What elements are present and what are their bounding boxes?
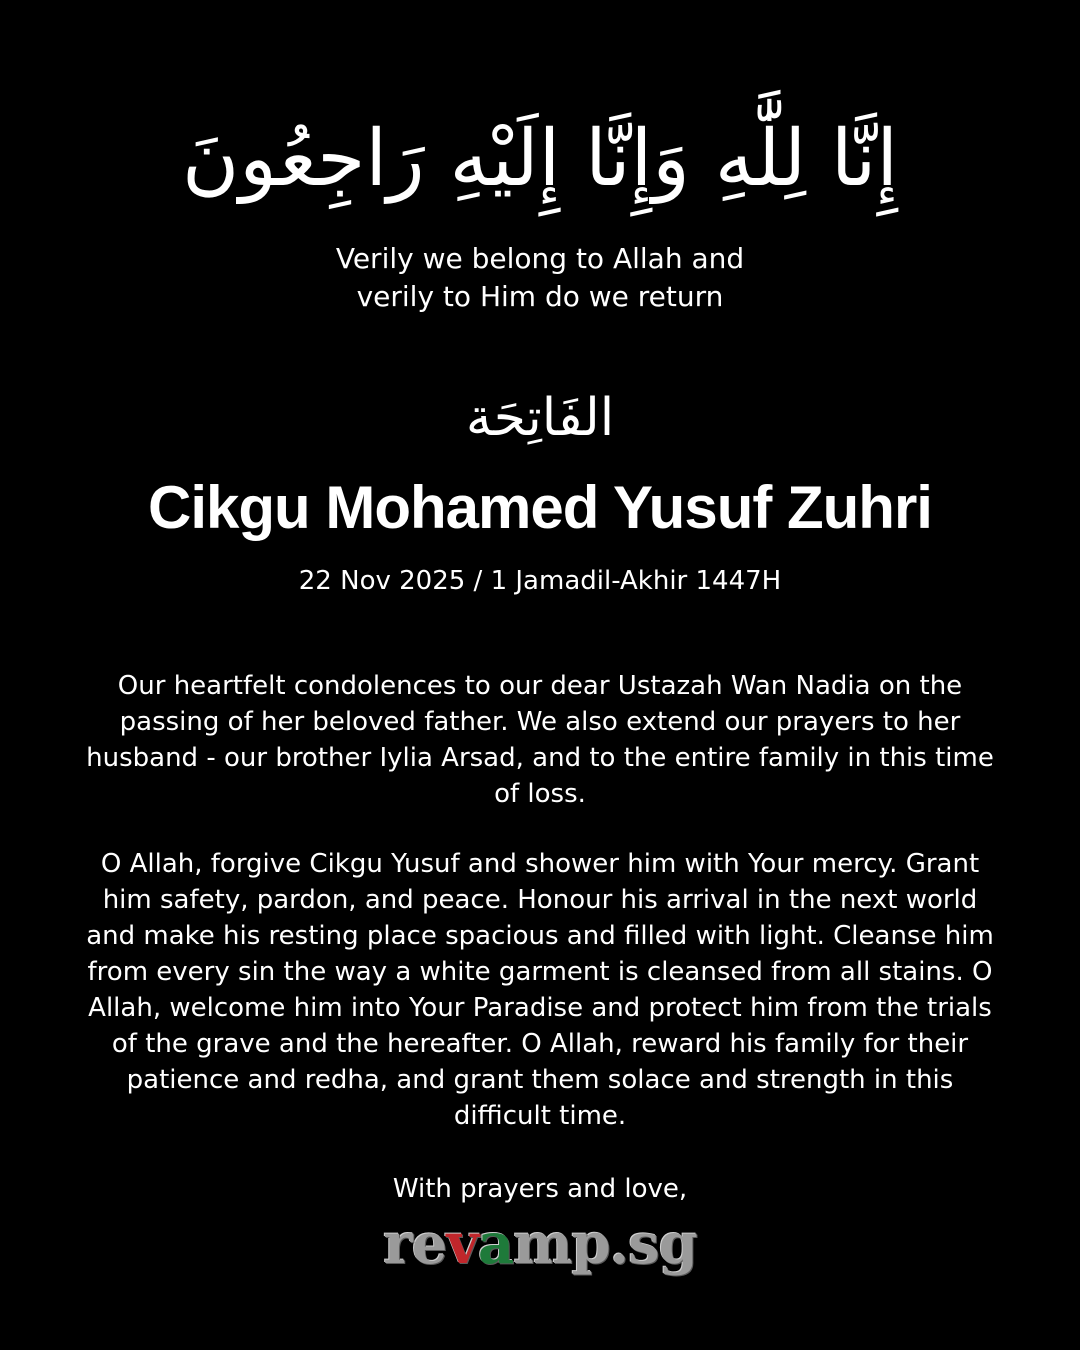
revamp-logo-wordmark — [383, 1211, 697, 1277]
prayer-paragraph: O Allah, forgive Cikgu Yusuf and shower him with Your mercy. Grant him safety, pardon, and peace. Honour his arrival in the next world and make his resting place spacious and filled with light. Cleanse him from every sin the way a white garment is cleansed from all stains. O Allah, welcome him into Your Paradise and protect him from the trials of the grave and the hereafter. O Allah, reward his family for their patience and redha, and grant them solace and strength in this difficult time. — [86, 849, 994, 1131]
logo-part-v: v — [446, 1211, 478, 1277]
signoff-text: With prayers and love, — [392, 1174, 688, 1204]
arabic-calligraphy-heading: إِنَّا لِلَّٰهِ وَإِنَّا إِلَيْهِ رَاجِعُونَ — [181, 114, 899, 204]
translation-line-2: verily to Him do we return — [356, 280, 724, 313]
logo-part-re: re — [383, 1211, 447, 1277]
deceased-name: Cikgu Mohamed Yusuf Zuhri — [148, 474, 932, 541]
logo-part-mp-sg: mp.sg — [513, 1211, 697, 1277]
date-line: 22 Nov 2025 / 1 Jamadil-Akhir 1447H — [298, 566, 782, 596]
translation-line-1: Verily we belong to Allah and — [335, 242, 745, 275]
revamp-logo — [0, 1211, 1080, 1277]
translation-text — [0, 240, 1080, 316]
condolence-paragraph: Our heartfelt condolences to our dear Ustazah Wan Nadia on the passing of her beloved father. We also extend our prayers to her husband - our brother Iylia Arsad, and to the entire family in this time of loss. — [86, 671, 994, 809]
logo-part-a: a — [477, 1211, 514, 1277]
al-fatiha-calligraphy: الفَاتِحَة — [465, 388, 615, 448]
